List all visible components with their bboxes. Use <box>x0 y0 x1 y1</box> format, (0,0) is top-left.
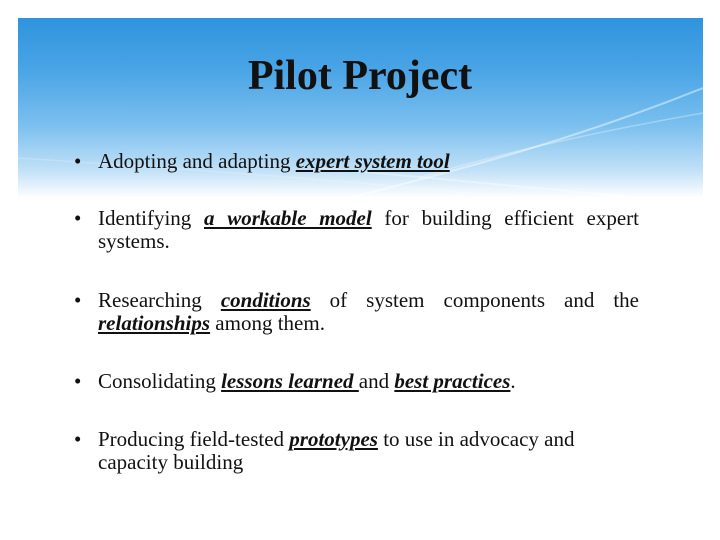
bullet-text: among them. <box>210 311 325 335</box>
bullet-text: and <box>358 369 395 393</box>
bullet-glyph: • <box>74 288 82 312</box>
bullet-item <box>74 370 639 393</box>
bullet-glyph: • <box>74 427 82 451</box>
bullet-text: of system components and the <box>310 288 639 312</box>
bullet-text: Consolidating <box>98 369 222 393</box>
bullet-glyph: • <box>74 369 82 393</box>
bullet-item <box>74 207 639 253</box>
bullet-emphasis: conditions <box>220 288 311 312</box>
bullet-text: Researching <box>98 288 221 312</box>
bullet-text: . <box>510 369 516 393</box>
bullet-emphasis: best practices <box>394 369 511 393</box>
bullet-item <box>74 150 639 173</box>
bullet-emphasis: prototypes <box>289 427 378 451</box>
bullet-emphasis: expert system tool <box>295 149 450 173</box>
bullet-text: for building efficient expert systems. <box>98 206 639 253</box>
bullet-text: Adopting and adapting <box>98 149 296 173</box>
bullet-glyph: • <box>74 206 82 230</box>
slide-title: Pilot Project <box>247 53 473 99</box>
bullet-text: Producing field-tested <box>98 427 290 451</box>
bullet-emphasis: a workable model <box>204 206 372 230</box>
bullet-text: Identifying <box>98 206 204 230</box>
bullet-item <box>74 428 639 474</box>
bullet-text: to use in advocacy and capacity building <box>98 427 575 474</box>
bullet-emphasis: lessons learned <box>221 369 359 393</box>
bullet-item <box>74 289 639 335</box>
bullet-emphasis: relationships <box>98 311 211 335</box>
bullet-glyph: • <box>74 149 82 173</box>
